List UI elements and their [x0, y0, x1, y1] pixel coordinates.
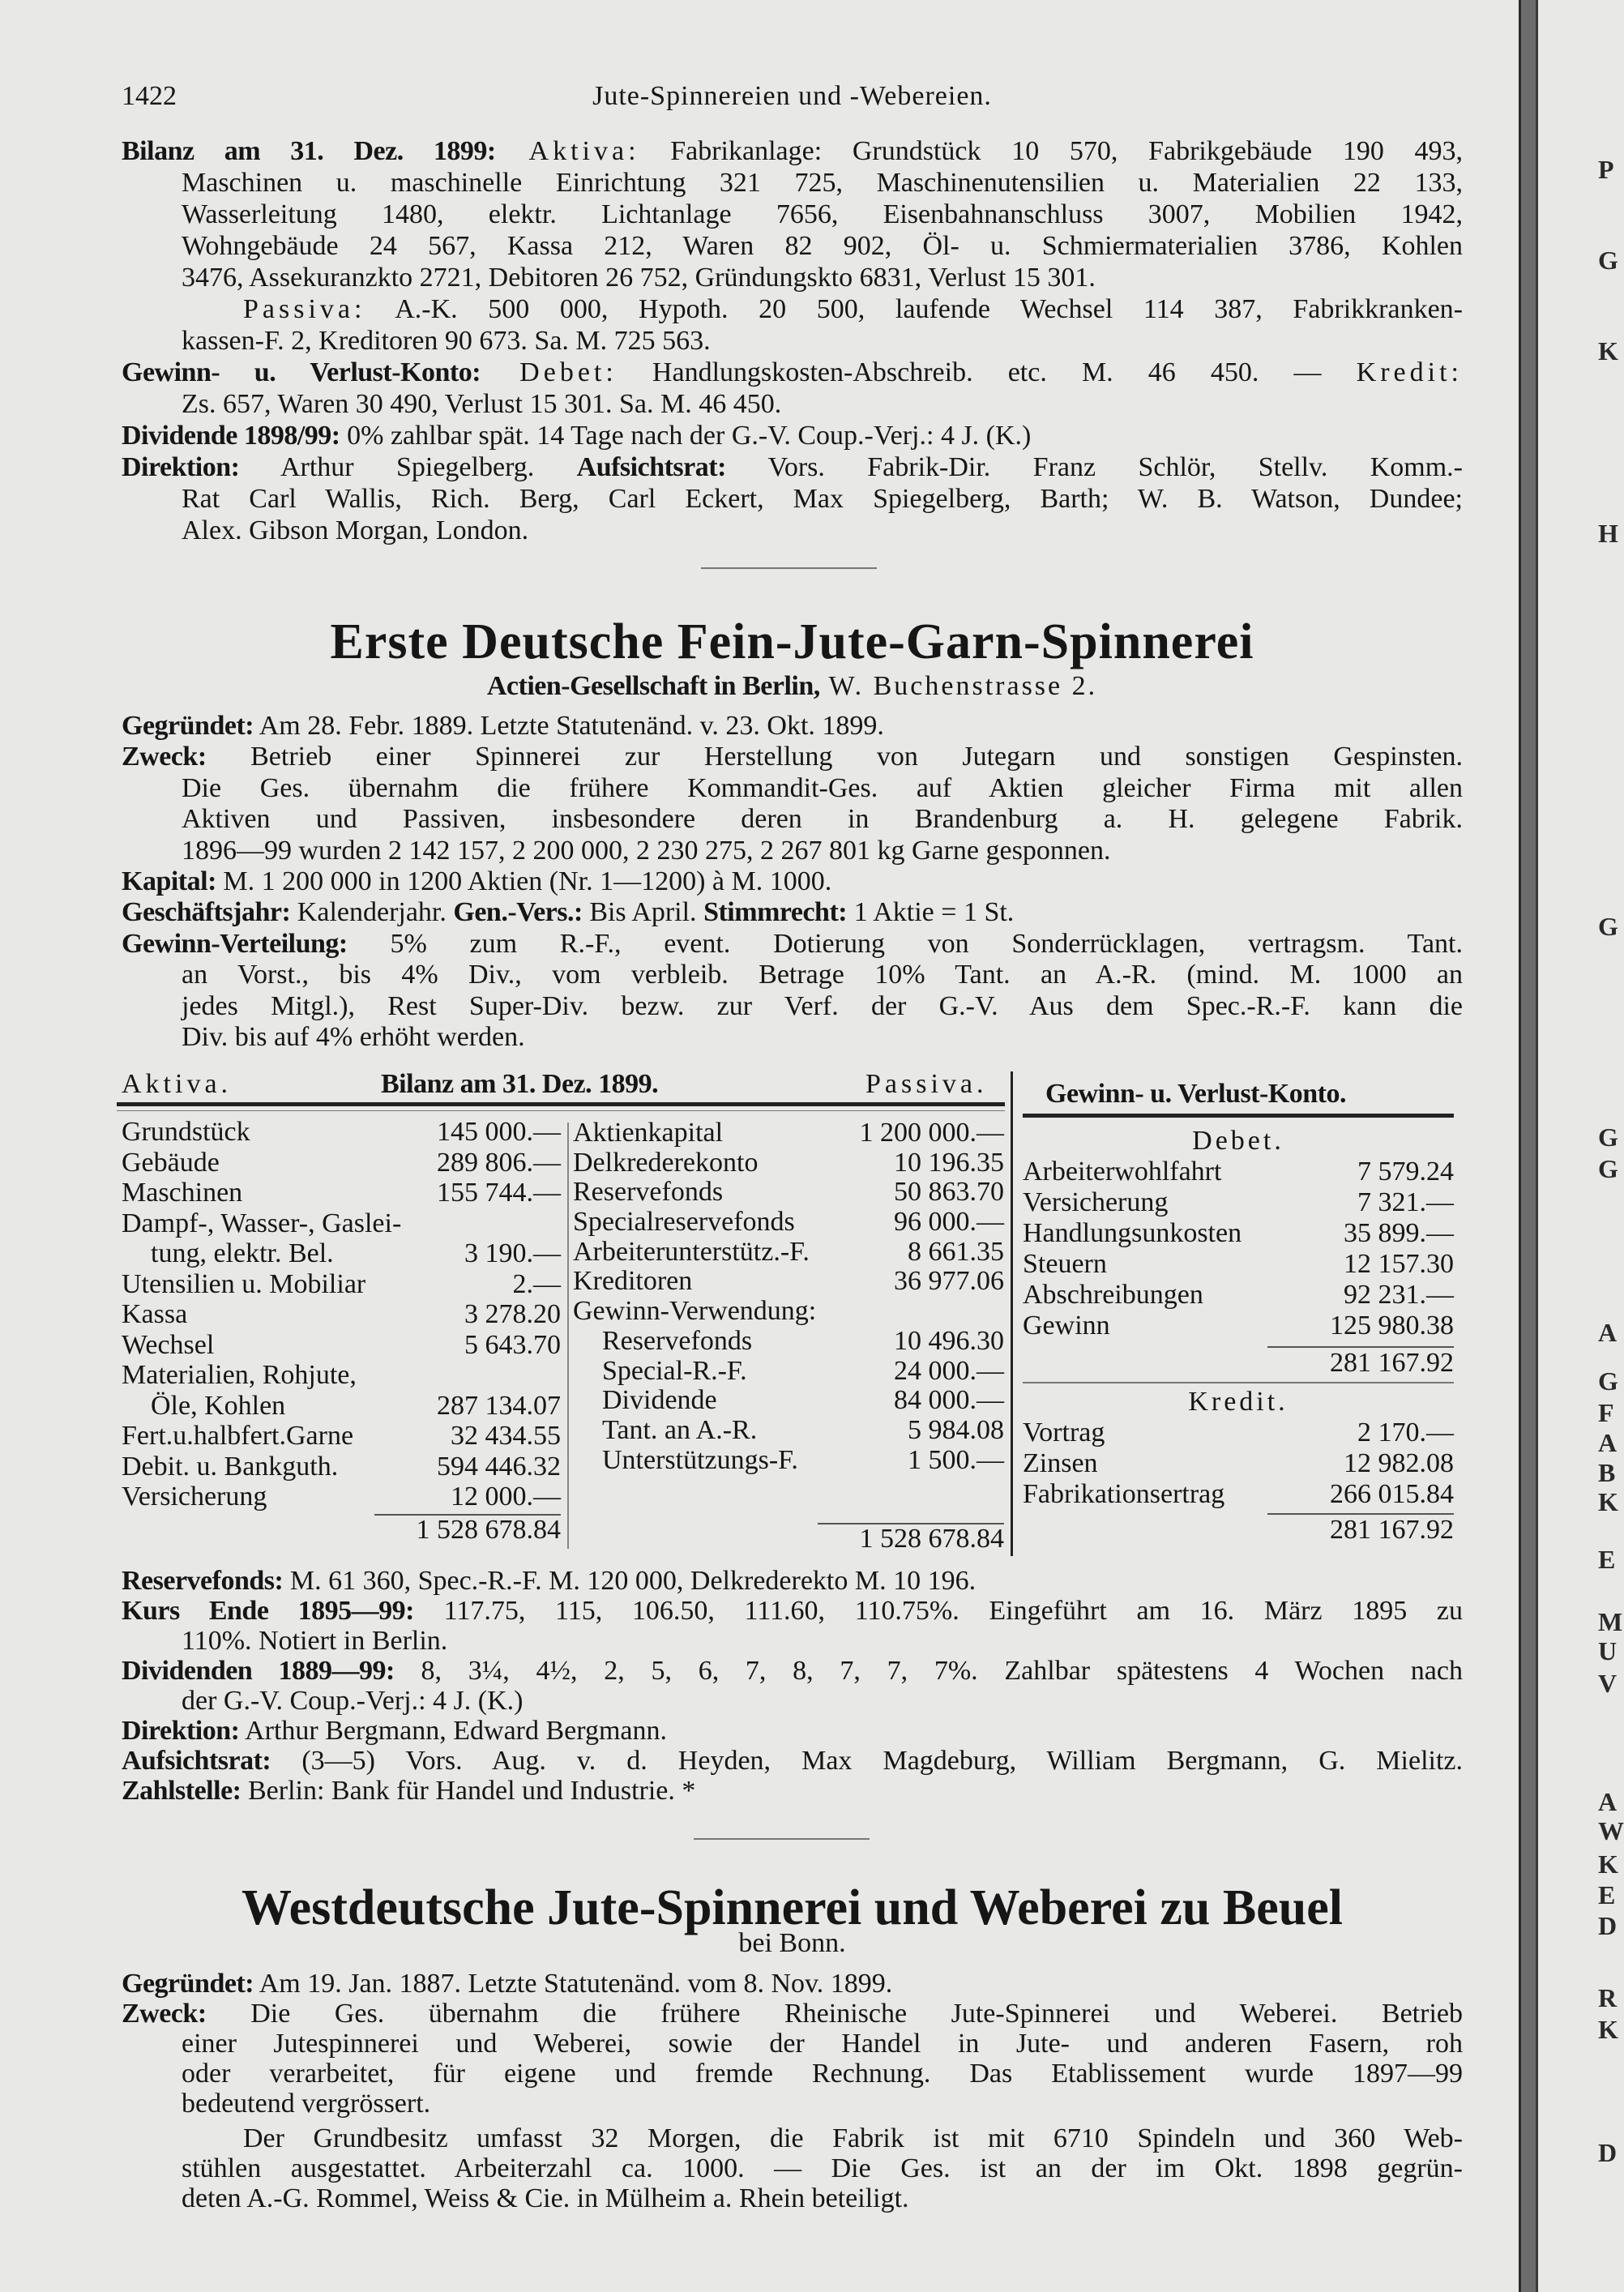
entry-label: Kurs Ende 1895—99: — [122, 1596, 414, 1626]
text-line — [122, 420, 1463, 451]
table-row — [573, 1118, 1004, 1148]
text-line — [122, 1656, 1463, 1686]
margin-text-fragment: D — [1598, 1911, 1618, 1940]
row-label: Debit. u. Bankguth. — [122, 1451, 339, 1482]
row-value: 10 196.35 — [894, 1147, 1004, 1178]
row-label: Aktienkapital — [573, 1118, 724, 1148]
margin-text-fragment: A — [1598, 1318, 1618, 1347]
row-value: 5 643.70 — [464, 1329, 561, 1360]
row-value: 266 015.84 — [1330, 1479, 1454, 1509]
entry-label: Aufsichtsrat: — [576, 452, 726, 482]
entry-label: Stimmrecht: — [703, 897, 848, 928]
table-row — [122, 1178, 561, 1208]
entry-text: 1896—99 wurden 2 142 157, 2 200 000, 2 230 275, 2 267 801 kg Garne gesponnen. — [182, 835, 1111, 866]
table-row — [573, 1416, 1004, 1446]
text-line — [182, 388, 1463, 420]
table-row — [573, 1238, 1004, 1268]
table-row — [122, 1148, 561, 1178]
row-label: Wechsel — [122, 1329, 215, 1360]
entry-text: Alex. Gibson Morgan, London. — [182, 515, 529, 545]
row-label: Arbeiterunterstütz.-F. — [573, 1236, 810, 1267]
row-label: Versicherung — [122, 1482, 267, 1512]
margin-text-fragment: G — [1598, 1366, 1618, 1396]
entry-text: an Vorst., bis 4% Div., vom verbleib. Betrage 10% Tant. an A.-R. (mind. M. 1000 an — [182, 960, 1463, 990]
table-row — [573, 1208, 1004, 1238]
text-line — [243, 293, 1463, 325]
table-row — [122, 1452, 561, 1482]
text-line — [182, 804, 1463, 835]
entry-text: Zs. 657, Waren 30 490, Verlust 15 301. Sa. M. 46 450. — [182, 389, 782, 419]
text-line — [182, 960, 1463, 990]
company-address: W. Buchenstrasse 2. — [819, 671, 1098, 701]
table-row — [573, 1327, 1004, 1357]
pl-header-rule — [1023, 1114, 1454, 1118]
entry-text: Fabrikanlage: Grundstück 10 570, Fabrikgebäude 190 493, — [639, 136, 1464, 166]
margin-text-fragment: K — [1598, 336, 1618, 366]
entry-text: Kalenderjahr. — [290, 897, 454, 928]
page-number: 1422 — [122, 81, 177, 111]
table-row — [122, 1117, 561, 1148]
company-details — [122, 1969, 1463, 2213]
entry-text: kassen-F. 2, Kreditoren 90 673. Sa. M. 725 563. — [182, 326, 711, 356]
row-label: Grundstück — [122, 1117, 250, 1147]
table-row — [1023, 1249, 1454, 1280]
row-value: 12 000.— — [451, 1482, 561, 1512]
text-line — [182, 2029, 1463, 2059]
debet-list — [1023, 1157, 1454, 1341]
entry-label: Aufsichtsrat: — [122, 1746, 271, 1776]
entry-label: Gegründet: — [122, 711, 254, 741]
entry-text: Die Ges. übernahm die frühere Kommandit-Ges. auf Aktien gleicher Firma mit allen — [182, 772, 1463, 803]
section-rule — [1023, 1382, 1454, 1383]
row-label: Gebäude — [122, 1147, 220, 1178]
margin-text-fragment: H — [1598, 519, 1618, 548]
row-label: Utensilien u. Mobiliar — [122, 1268, 366, 1299]
entry-text: Div. bis auf 4% erhöht werden. — [182, 1022, 525, 1053]
row-label: Special-R.-F. — [602, 1355, 747, 1386]
entry-label: Gen.-Vers.: — [453, 897, 583, 928]
table-row — [122, 1391, 561, 1422]
text-line — [122, 1776, 1463, 1806]
text-line — [122, 1716, 1463, 1746]
text-line — [122, 1999, 1463, 2029]
entry-label: Kapital: — [122, 866, 216, 897]
passiva-total: 1 528 678.84 — [859, 1524, 1004, 1554]
row-value: 1 500.— — [908, 1444, 1004, 1475]
entry-label: Zweck: — [122, 1999, 207, 2029]
row-label: Materialien, Rohjute, — [122, 1360, 357, 1390]
row-value: 125 980.38 — [1330, 1311, 1454, 1341]
entry-label: Gegründet: — [122, 1969, 254, 1999]
separator-rule — [701, 567, 877, 569]
row-value: 8 661.35 — [908, 1236, 1004, 1267]
entry-text: Rat Carl Wallis, Rich. Berg, Carl Eckert, Max Spiegelberg, Barth; W. B. Watson, Dundee; — [182, 484, 1463, 514]
row-value: 2.— — [512, 1268, 561, 1299]
table-row — [122, 1330, 561, 1361]
row-value: 7 579.24 — [1357, 1157, 1454, 1187]
margin-text-fragment: U — [1598, 1636, 1618, 1666]
entry-text: Die Ges. übernahm die frühere Rheinische Jute-Spinnerei und Weberei. Betrieb — [206, 1999, 1463, 2029]
entry-text: Maschinen u. maschinelle Einrichtung 321 725, Maschinenutensilien u. Materialien 22 133, — [182, 168, 1463, 198]
table-header-rule — [117, 1102, 1005, 1106]
row-label: tung, elektr. Bel. — [151, 1238, 334, 1268]
entry-text: Wasserleitung 1480, elektr. Lichtanlage 7656, Eisenbahnanschluss 3007, Mobilien 1942, — [182, 199, 1463, 229]
company-legal-form: Actien-Gesellschaft in Berlin, — [486, 671, 820, 701]
row-value: 3 190.— — [464, 1238, 561, 1268]
text-line — [182, 515, 1463, 546]
spaced-label: Kredit: — [1356, 357, 1463, 387]
text-line — [182, 2153, 1463, 2183]
aktiva-column — [122, 1117, 561, 1512]
row-value: 36 977.06 — [894, 1266, 1004, 1297]
table-header-rule-thin — [117, 1110, 1005, 1111]
row-value: 1 200 000.— — [859, 1118, 1004, 1148]
table-row — [122, 1208, 561, 1239]
row-value: 96 000.— — [894, 1207, 1004, 1238]
margin-text-fragment: K — [1598, 1849, 1618, 1879]
table-row — [573, 1386, 1004, 1416]
text-line — [122, 1969, 1463, 1999]
row-label: Reservefonds — [573, 1177, 724, 1208]
text-line — [182, 836, 1463, 866]
table-row — [1023, 1311, 1454, 1341]
text-line — [243, 2123, 1463, 2153]
spaced-label: Debet: — [481, 357, 618, 387]
row-label: Dividende — [602, 1385, 717, 1416]
entry-text: Wohngebäude 24 567, Kassa 212, Waren 82 902, Öl- u. Schmiermaterialien 3786, Kohlen — [182, 231, 1463, 261]
table-row — [573, 1446, 1004, 1476]
row-label: Fert.u.halbfert.Garne — [122, 1421, 354, 1451]
text-line — [122, 357, 1463, 388]
row-value: 2 170.— — [1357, 1418, 1454, 1447]
margin-text-fragment: A — [1598, 1428, 1618, 1457]
row-value: 35 899.— — [1344, 1218, 1454, 1248]
row-label: Zinsen — [1023, 1448, 1098, 1478]
text-line — [182, 325, 1463, 357]
text-line — [182, 773, 1463, 804]
row-value: 155 744.— — [437, 1178, 561, 1208]
row-value: 289 806.— — [437, 1147, 561, 1178]
table-row — [1023, 1157, 1454, 1187]
margin-text-fragment: B — [1598, 1458, 1616, 1487]
text-line — [122, 135, 1463, 167]
text-line — [122, 866, 1463, 897]
text-line — [182, 2183, 1463, 2213]
entry-text: 110%. Notiert in Berlin. — [182, 1626, 448, 1656]
row-value: 12 157.30 — [1344, 1249, 1454, 1279]
row-label: Handlungsunkosten — [1023, 1218, 1242, 1248]
margin-text-fragment: K — [1598, 2015, 1618, 2044]
column-divider — [567, 1122, 569, 1549]
margin-text-fragment: A — [1598, 1787, 1618, 1816]
spaced-label: Aktiva: — [495, 136, 640, 166]
row-label: Unterstützungs-F. — [602, 1444, 798, 1475]
table-row — [1023, 1418, 1454, 1448]
running-title: Jute-Spinnereien und -Webereien. — [592, 81, 992, 111]
row-value: 92 231.— — [1344, 1280, 1454, 1310]
entry-label: Gewinn-Verteilung: — [122, 928, 348, 959]
column-divider-thick — [1011, 1071, 1013, 1556]
entry-text: Arthur Bergmann, Edward Bergmann. — [239, 1716, 668, 1746]
entry-text: M. 1 200 000 in 1200 Aktien (Nr. 1—1200) à M. 1000. — [216, 866, 832, 897]
balance-title: Bilanz am 31. Dez. 1899. — [381, 1069, 659, 1099]
entry-text: Handlungskosten-Abschreib. etc. M. 46 450. — — [617, 357, 1357, 387]
row-label: Kassa — [122, 1299, 188, 1329]
row-value: 84 000.— — [894, 1385, 1004, 1416]
pl-title: Gewinn- u. Verlust-Konto. — [1045, 1079, 1346, 1109]
entry-text: jedes Mitgl.), Rest Super-Div. bezw. zur Verf. der G.-V. Aus dem Spec.-R.-F. kann die — [182, 990, 1463, 1021]
table-row — [573, 1178, 1004, 1208]
entry-text: 8, 3¼, 4½, 2, 5, 6, 7, 8, 7, 7, 7%. Zahlbar spätestens 4 Wochen nach — [394, 1656, 1463, 1686]
row-label: Gewinn-Verwendung: — [573, 1296, 817, 1327]
table-row — [1023, 1218, 1454, 1249]
entry-text: der G.-V. Coup.-Verj.: 4 J. (K.) — [182, 1686, 524, 1716]
kredit-heading: Kredit. — [1188, 1387, 1289, 1417]
entry-text: Der Grundbesitz umfasst 32 Morgen, die Fabrik ist mit 6710 Spindeln und 360 Web- — [243, 2123, 1463, 2153]
entry-text: (3—5) Vors. Aug. v. d. Heyden, Max Magdeburg, William Bergmann, G. Mielitz. — [271, 1746, 1463, 1776]
row-label: Fabrikationsertrag — [1023, 1479, 1225, 1509]
entry-text: 117.75, 115, 106.50, 111.60, 110.75%. Eingeführt am 16. März 1895 zu — [413, 1596, 1463, 1626]
table-row — [122, 1421, 561, 1452]
text-line — [182, 230, 1463, 262]
row-label: Specialreservefonds — [573, 1207, 795, 1238]
passiva-header: Passiva. — [865, 1069, 988, 1099]
spaced-label: Passiva: — [243, 294, 366, 324]
entry-text: bedeutend vergrössert. — [182, 2089, 431, 2119]
table-row — [122, 1299, 561, 1330]
table-row — [573, 1357, 1004, 1387]
row-label: Kreditoren — [573, 1266, 693, 1297]
entry-label: Reservefonds: — [122, 1566, 284, 1596]
company-financial-details — [122, 1566, 1463, 1806]
row-label: Dampf-, Wasser-, Gaslei- — [122, 1208, 402, 1238]
entry-text: Bis April. — [582, 897, 704, 928]
margin-text-fragment: G — [1598, 246, 1618, 275]
entry-text: Berlin: Bank für Handel und Industrie. * — [241, 1776, 696, 1806]
row-label: Tant. an A.-R. — [602, 1414, 758, 1445]
kredit-total: 281 167.92 — [1330, 1515, 1454, 1545]
entry-text: Vors. Fabrik-Dir. Franz Schlör, Stellv. Komm.- — [725, 452, 1463, 482]
text-line — [182, 1626, 1463, 1656]
entry-label: Geschäftsjahr: — [122, 897, 291, 928]
text-line — [122, 451, 1463, 483]
entry-text: 3476, Assekuranzkto 2721, Debitoren 26 752, Gründungskto 6831, Verlust 15 301. — [182, 263, 1096, 293]
entry-text: Am 19. Jan. 1887. Letzte Statutenänd. vom 8. Nov. 1899. — [254, 1969, 893, 1999]
page-gutter — [1519, 0, 1538, 2292]
entry-text: Betrieb einer Spinnerei zur Herstellung von Jutegarn und sonstigen Gespinsten. — [206, 742, 1463, 772]
margin-text-fragment: M — [1598, 1607, 1623, 1636]
text-line — [182, 2059, 1463, 2089]
row-value: 145 000.— — [437, 1117, 561, 1147]
margin-text-fragment: P — [1598, 155, 1614, 184]
row-label: Arbeiterwohlfahrt — [1023, 1157, 1222, 1187]
entry-text: deten A.-G. Rommel, Weiss & Cie. in Mülheim a. Rhein beteiligt. — [182, 2183, 909, 2213]
entry-text: Aktiven und Passiven, insbesondere deren in Brandenburg a. H. gelegene Fabrik. — [182, 804, 1463, 835]
row-label: Abschreibungen — [1023, 1280, 1203, 1310]
margin-text-fragment: G — [1598, 1154, 1618, 1183]
passiva-column — [573, 1118, 1004, 1475]
company-details — [122, 711, 1463, 1053]
entry-text: Am 28. Febr. 1889. Letzte Statutenänd. v. 23. Okt. 1899. — [254, 711, 884, 741]
company-title: Erste Deutsche Fein-Jute-Garn-Spinnerei — [330, 614, 1254, 669]
table-row — [122, 1360, 561, 1391]
margin-text-fragment: G — [1598, 912, 1618, 941]
row-value: 3 278.20 — [464, 1299, 561, 1329]
row-label: Versicherung — [1023, 1187, 1169, 1217]
row-value: 5 984.08 — [908, 1414, 1004, 1445]
entry-label: Direktion: — [122, 1716, 240, 1746]
margin-text-fragment: G — [1598, 1122, 1618, 1152]
row-value: 10 496.30 — [894, 1325, 1004, 1356]
entry-label: Zahlstelle: — [122, 1776, 241, 1806]
entry-text: 1 Aktie = 1 St. — [847, 897, 1015, 928]
margin-text-fragment: E — [1598, 1880, 1616, 1909]
row-value: 32 434.55 — [451, 1421, 561, 1451]
row-value: 24 000.— — [894, 1355, 1004, 1386]
entry-label: Dividende 1898/99: — [122, 421, 340, 451]
row-label: Delkrederekonto — [573, 1147, 759, 1178]
text-line — [182, 2089, 1463, 2119]
entry-label: Gewinn- u. Verlust-Konto: — [122, 357, 481, 387]
entry-text: oder verarbeitet, für eigene und fremde Rechnung. Das Etablissement wurde 1897—99 — [182, 2059, 1463, 2089]
table-row — [122, 1238, 561, 1269]
table-row — [1023, 1280, 1454, 1311]
kredit-list — [1023, 1418, 1454, 1510]
row-label: Maschinen — [122, 1178, 243, 1208]
row-value: 287 134.07 — [437, 1390, 561, 1421]
table-row — [573, 1148, 1004, 1178]
row-label: Reservefonds — [602, 1325, 753, 1356]
aktiva-total: 1 528 678.84 — [416, 1515, 561, 1545]
debet-heading: Debet. — [1192, 1126, 1284, 1156]
text-line — [182, 483, 1463, 515]
text-line — [122, 897, 1463, 928]
row-label: Steuern — [1023, 1249, 1107, 1279]
text-line — [182, 262, 1463, 293]
entry-text: M. 61 360, Spec.-R.-F. M. 120 000, Delkrederekto M. 10 196. — [283, 1566, 977, 1596]
row-value: 594 446.32 — [437, 1451, 561, 1482]
text-line — [182, 991, 1463, 1022]
entry-text: 5% zum R.-F., event. Dotierung von Sonderrücklagen, vertragsm. Tant. — [347, 928, 1463, 959]
text-line — [122, 742, 1463, 772]
table-row — [122, 1269, 561, 1300]
table-row — [1023, 1448, 1454, 1479]
table-row — [573, 1297, 1004, 1327]
pl-column — [1023, 1126, 1454, 1546]
aktiva-header: Aktiva. — [122, 1069, 233, 1099]
text-line — [182, 1686, 1463, 1716]
company-location: bei Bonn. — [738, 1928, 846, 1958]
previous-company-text — [122, 135, 1463, 546]
text-line — [122, 1566, 1463, 1596]
text-line — [182, 1022, 1463, 1053]
separator-rule — [694, 1838, 870, 1840]
table-row — [573, 1267, 1004, 1297]
entry-label: Dividenden 1889—99: — [122, 1656, 395, 1686]
entry-text: A.-K. 500 000, Hypoth. 20 500, laufende Wechsel 114 387, Fabrikkranken- — [365, 294, 1463, 324]
text-line — [182, 167, 1463, 199]
entry-text: 0% zahlbar spät. 14 Tage nach der G.-V. Coup.-Verj.: 4 J. (K.) — [340, 421, 1032, 451]
table-row — [1023, 1479, 1454, 1510]
margin-text-fragment: W — [1598, 1816, 1624, 1845]
margin-text-fragment: V — [1598, 1669, 1618, 1698]
text-line — [122, 1746, 1463, 1776]
entry-label: Zweck: — [122, 742, 207, 772]
row-label: Vortrag — [1023, 1418, 1105, 1447]
entry-text: stühlen ausgestattet. Arbeiterzahl ca. 1000. — Die Ges. ist an der im Okt. 1898 gegrün- — [182, 2153, 1463, 2183]
table-row — [1023, 1187, 1454, 1218]
text-line — [122, 1596, 1463, 1626]
text-line — [122, 929, 1463, 960]
margin-text-fragment: F — [1598, 1398, 1614, 1427]
text-line — [122, 711, 1463, 742]
debet-total: 281 167.92 — [1330, 1348, 1454, 1378]
entry-text: einer Jutespinnerei und Weberei, sowie der Handel in Jute- und anderen Fasern, roh — [182, 2029, 1463, 2059]
margin-text-fragment: R — [1598, 1983, 1618, 2012]
text-line — [182, 199, 1463, 230]
table-row — [122, 1482, 561, 1512]
row-value: 12 982.08 — [1344, 1448, 1454, 1478]
entry-label: Bilanz am 31. Dez. 1899: — [122, 136, 496, 166]
company-title: Westdeutsche Jute-Spinnerei und Weberei zu Beuel — [241, 1880, 1343, 1935]
margin-text-fragment: K — [1598, 1487, 1618, 1516]
company-subtitle — [122, 671, 1463, 702]
row-label: Öle, Kohlen — [151, 1390, 286, 1421]
margin-text-fragment: D — [1598, 2138, 1618, 2167]
entry-label: Direktion: — [122, 452, 240, 482]
row-value: 50 863.70 — [894, 1177, 1004, 1208]
row-value: 7 321.— — [1357, 1187, 1454, 1217]
row-label: Gewinn — [1023, 1311, 1110, 1341]
entry-text: Arthur Spiegelberg. — [239, 452, 577, 482]
margin-text-fragment: E — [1598, 1545, 1616, 1574]
